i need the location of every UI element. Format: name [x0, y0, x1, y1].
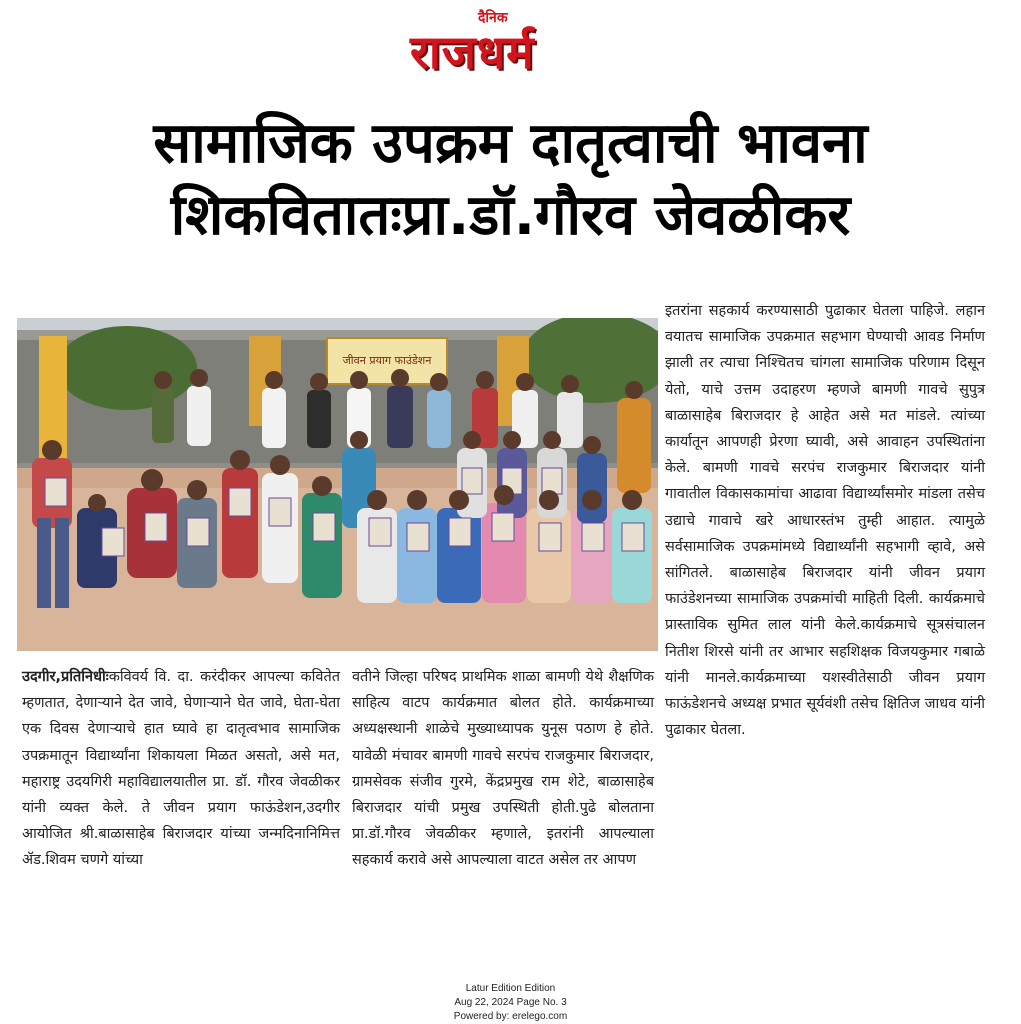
article-byline: उदगीर,प्रतिनिधीः	[22, 669, 109, 685]
article-column-1	[22, 664, 340, 874]
masthead	[0, 0, 1021, 92]
banner-text: जीवन प्रयाग फाउंडेशन	[342, 354, 432, 367]
headline-line-2: शिकवितातःप्रा.डॉ.गौरव जेवळीकर	[170, 183, 851, 248]
group-photo-illustration	[17, 318, 658, 651]
article-column-1-text: कविवर्य वि. दा. करंदीकर आपल्या कवितेत म्हणतात, देणाऱ्याने देत जावे, घेणाऱ्याने घेत जावे, घेता-घेता एक दिवस देणाऱ्याचे हात घ्यावे हा दातृत्वभाव सामाजिक उपक्रमातून विद्यार्थ्यांना शिकायला मिळत असतो, असे मत, महाराष्ट्र उदयगिरी महाविद्यालयातील प्रा. डॉ. गौरव जेवळीकर यांनी व्यक्त केले. ते जीवन प्रयाग फाऊंडेशन,उदगीर आयोजित श्री.बाळासाहेब बिराजदार यांच्या जन्मदिनानिमित्त ॲड.शिवम चणगे यांच्या	[22, 669, 340, 869]
article-column-2: वतीने जिल्हा परिषद प्राथमिक शाळा बामणी येथे शैक्षणिक साहित्य वाटप कार्यक्रमात बोलत होते. कार्यक्रमाच्या अध्यक्षस्थानी शाळेचे मुख्याध्यापक युनूस पठाण हे होते. यावेळी मंचावर बामणी गावचे सरपंच राजकुमार बिराजदार, ग्रामसेवक संजीव गुरमे, केंद्रप्रमुख राम शेटे, बाळासाहेब बिराजदार यांची प्रमुख उपस्थिती होती.पुढे बोलताना प्रा.डॉ.गौरव जेवळीकर म्हणाले, इतरांनी आपल्याला सहकार्य करावे असे आपल्याला वाटत असेल तर आपण	[352, 669, 654, 869]
headline	[0, 108, 1021, 252]
headline-line-1: सामाजिक उपक्रम दातृत्वाची भावना	[153, 111, 868, 176]
masthead-tagline: दैनिक	[478, 10, 508, 26]
footer-edition: Latur Edition Edition	[465, 983, 556, 994]
footer-date-page: Aug 22, 2024 Page No. 3	[454, 997, 567, 1008]
masthead-logo: राजधर्म	[410, 25, 535, 79]
event-photo	[17, 318, 658, 651]
footer-powered-by: Powered by: erelego.com	[453, 1011, 568, 1022]
page-footer	[0, 982, 1021, 1024]
article-column-3: इतरांना सहकार्य करण्यासाठी पुढाकार घेतला पाहिजे. लहान वयातच सामाजिक उपक्रमात सहभाग घेण्याची आवड निर्माण झाली तर त्याचा निश्चितच चांगला सामाजिक परिणाम दिसून येतो, याचे उत्तम उदाहरण म्हणजे बामणी गावचे सुपुत्र बाळासाहेब बिराजदार हे आहेत असे मत मांडले. त्यांच्या कार्यातून आपणही प्रेरणा घ्यावी, असे आवाहन उपस्थितांना केले. बामणी गावचे सरपंच राजकुमार बिराजदार यांनी गावातील विकासकामांचा आढावा विद्यार्थ्यांसमोर मांडला तसेच उद्याचे गावाचे खरे आधारस्तंभ तुम्ही आहात. त्यामुळे सर्वसामाजिक उपक्रमांमध्ये विद्यार्थ्यांनी सहभागी व्हावे, असे सांगितले. बाळासाहेब बिराजदार यांनी जीवन प्रयाग फाउंडेशनच्या सामाजिक उपक्रमांची माहिती दिली. कार्यक्रमाचे प्रास्ताविक सुमित लाल यांनी केले.कार्यक्रमाचे सूत्रसंचालन नितीश शिरसे यांनी तर आभार सहशिक्षक विजयकुमार गबाळे यांनी मानले.कार्यक्रमाच्या यशस्वीतेसाठी जीवन प्रयाग फाऊंडेशनचे अध्यक्ष प्रभात सूर्यवंशी तसेच क्षितिज जाधव यांनी पुढाकार घेतला.	[665, 303, 985, 739]
